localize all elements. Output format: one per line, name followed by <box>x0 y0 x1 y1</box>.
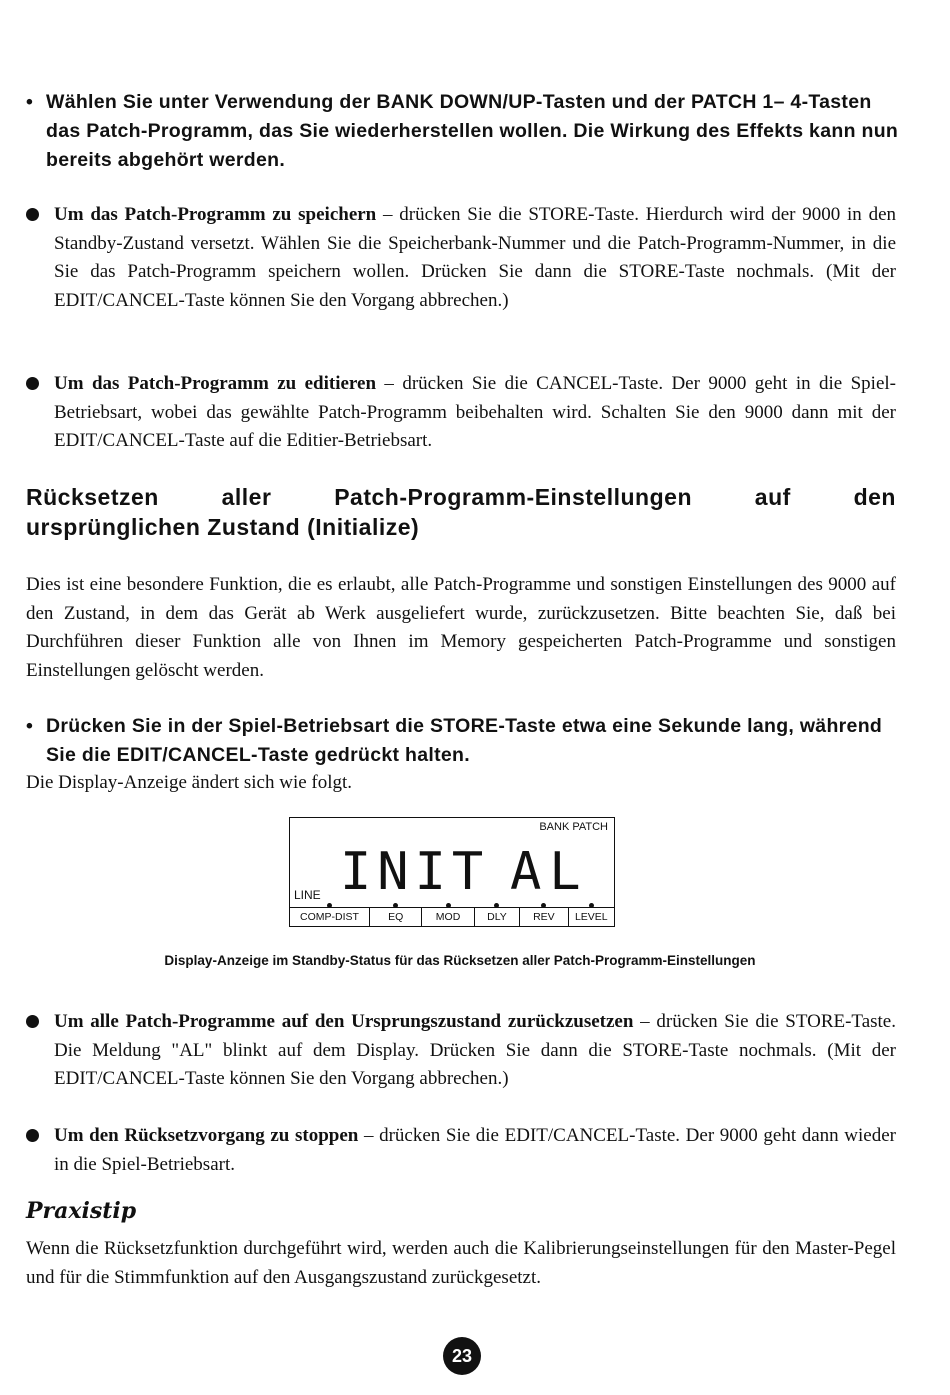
lcd-tab-label: MOD <box>435 911 461 923</box>
step-text: Wählen Sie unter Verwendung der BANK DOWN/UP-Tasten und der PATCH 1– 4-Tasten das Patch-Programm, das Sie wiederherstellen wollen. Die Wirkung des Effekts kann nun bereits abgehört werden. <box>46 91 899 171</box>
item-reset-all <box>26 1008 896 1094</box>
lcd-right-readout: AL <box>510 842 589 902</box>
lcd-tab <box>520 908 568 926</box>
step-bullet: • <box>26 91 34 113</box>
figure-caption: Display-Anzeige im Standby-Status für das Rücksetzen aller Patch-Programm-Einstellungen <box>164 953 756 968</box>
item-edit <box>26 370 896 456</box>
intro-paragraph: Dies ist eine besondere Funktion, die es erlaubt, alle Patch-Programme und sonstigen Einstellungen des 9000 auf den Zustand, in dem das Gerät ab Werk ausgeliefert wurde, zurückzusetzen. Bitte beachten Sie, daß bei Durchführen dieser Funktion alle von Ihnen im Memory gespeicherten Patch-Programme und sonstigen Einstellungen gelöscht werden. <box>26 574 896 681</box>
item-text: – drücken Sie die EDIT/CANCEL-Taste. Der 9000 geht dann wieder in die Spiel-Betriebsart. <box>54 1125 896 1175</box>
display-note: Die Display-Anzeige ändert sich wie folgt. <box>26 772 353 793</box>
lcd-tab <box>370 908 422 926</box>
heading-word: Patch-Programm-Einstellungen <box>334 484 692 510</box>
lcd-tab-label: LEVEL <box>574 911 608 923</box>
lcd-line-label: LINE <box>294 888 321 902</box>
lcd-tab-label: EQ <box>388 911 404 923</box>
lcd-indicator <box>541 903 546 908</box>
lcd-display <box>289 817 615 927</box>
item-stop-reset <box>26 1122 896 1179</box>
lcd-tab-label: DLY <box>487 911 507 923</box>
lcd-indicator <box>494 903 499 908</box>
item-lead: Um den Rücksetzvorgang zu stoppen <box>54 1125 359 1146</box>
lcd-tab-label: COMP-DIST <box>300 911 359 923</box>
tip-title: Praxistip <box>26 1198 137 1224</box>
lcd-indicator <box>446 903 451 908</box>
bullet-dot <box>26 377 39 390</box>
heading-word: Rücksetzen <box>26 484 159 510</box>
item-text: – drücken Sie die STORE-Taste. Die Meldung "AL" blinkt auf dem Display. Drücken Sie dann die STORE-Taste nochmals. (Mit der EDIT/CANCEL-Taste können Sie den Vorgang abbrechen.) <box>54 1011 896 1089</box>
item-text: – drücken Sie die CANCEL-Taste. Der 9000 geht in die Spiel-Betriebsart, wobei das gewählte Patch-Programm beibehalten wird. Schalten Sie den 9000 dann mit der EDIT/CANCEL-Taste auf die Editier-Betriebsart. <box>54 373 896 451</box>
item-lead: Um das Patch-Programm zu editieren <box>54 373 377 394</box>
page-number-badge: 23 <box>443 1337 481 1375</box>
section-heading <box>26 482 896 542</box>
bullet-dot <box>26 1129 39 1142</box>
step-text: Drücken Sie in der Spiel-Betriebsart die STORE-Taste etwa eine Sekunde lang, während Sie die EDIT/CANCEL-Taste gedrückt halten. <box>46 715 883 766</box>
lcd-tab-label: REV <box>533 911 555 923</box>
tip-text: Wenn die Rücksetzfunktion durchgeführt wird, werden auch die Kalibrierungseinstellungen für den Master-Pegel und für die Stimmfunktion auf den Ausgangszustand zurückgesetzt. <box>26 1238 896 1288</box>
heading-line-1 <box>26 482 896 512</box>
heading-word: auf <box>754 484 791 510</box>
lcd-main-readout: INIT <box>340 842 490 902</box>
lcd-tab <box>569 908 614 926</box>
lcd-effect-tabs <box>290 907 614 926</box>
lcd-tab <box>422 908 474 926</box>
lcd-bank-patch-label: BANK PATCH <box>539 821 608 833</box>
item-lead: Um alle Patch-Programme auf den Ursprungszustand zurückzusetzen <box>54 1011 634 1032</box>
lcd-indicator <box>393 903 398 908</box>
step-select-patch <box>26 88 906 175</box>
lcd-indicator <box>327 903 332 908</box>
item-store <box>26 201 896 315</box>
bullet-dot <box>26 208 39 221</box>
step-bullet: • <box>26 715 34 737</box>
item-lead: Um das Patch-Programm zu speichern <box>54 204 377 225</box>
heading-word: aller <box>221 484 272 510</box>
heading-line-2: ursprünglichen Zustand (Initialize) <box>26 514 420 540</box>
lcd-indicator <box>589 903 594 908</box>
lcd-tab <box>290 908 370 926</box>
heading-word: den <box>853 484 896 510</box>
lcd-tab <box>475 908 520 926</box>
item-text: – drücken Sie die STORE-Taste. Hierdurch wird der 9000 in den Standby-Zustand versetzt. Wählen Sie die Speicherbank-Nummer und die Patch-Programm-Nummer, in die Sie das Patch-Programm speichern wollen. Drücken Sie dann die STORE-Taste nochmals. (Mit der EDIT/CANCEL-Taste können Sie den Vorgang abbrechen.) <box>54 204 896 311</box>
step-initialize <box>26 712 906 770</box>
bullet-dot <box>26 1015 39 1028</box>
